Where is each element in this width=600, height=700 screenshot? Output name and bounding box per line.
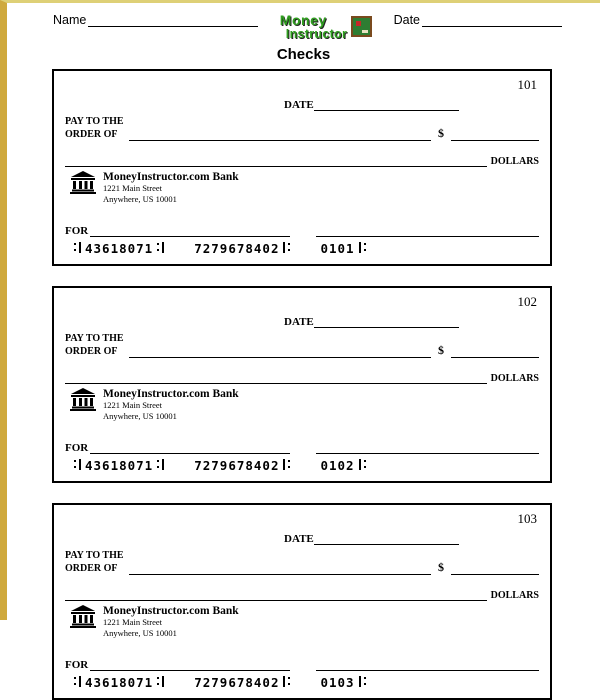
micr-onus-icon <box>282 242 291 253</box>
for-label: FOR <box>65 224 89 237</box>
micr-account-number: 7279678402 <box>194 240 280 256</box>
for-label: FOR <box>65 441 89 454</box>
amount-words-blank-line <box>65 152 487 167</box>
bank-block <box>70 605 239 639</box>
memo-signature-row <box>65 222 539 237</box>
micr-onus-icon <box>282 676 291 687</box>
amount-words-blank-line <box>65 586 487 601</box>
bank-name: MoneyInstructor.com Bank <box>103 387 239 400</box>
bank-address-line2: Anywhere, US 10001 <box>103 410 177 421</box>
worksheet-header <box>7 3 600 41</box>
micr-check-number: 0103 <box>320 674 355 690</box>
micr-line <box>70 675 370 690</box>
payee-row <box>65 549 539 575</box>
payee-row <box>65 332 539 358</box>
page-title: Checks <box>276 45 331 63</box>
logo-picture-icon <box>351 16 372 37</box>
micr-line <box>70 241 370 256</box>
memo-blank-line <box>90 222 290 237</box>
dollars-label: DOLLARS <box>490 372 539 384</box>
pay-to-the-order-of-label: PAY TO THE ORDER OF <box>65 332 124 357</box>
date-blank-line <box>422 12 562 27</box>
micr-transit-icon <box>156 676 165 687</box>
bank-address-line1: 1221 Main Street <box>103 182 163 193</box>
check-103 <box>52 503 552 700</box>
amount-blank-line <box>451 343 539 358</box>
amount-blank-line <box>451 126 539 141</box>
bank-block <box>70 171 239 205</box>
dollar-sign: $ <box>438 125 444 140</box>
logo-text <box>280 13 347 41</box>
signature-blank-line <box>316 656 539 671</box>
name-field <box>53 12 258 27</box>
check-number: 101 <box>517 76 537 92</box>
check-date-blank-line <box>314 530 459 545</box>
pay-to-the-order-of-label: PAY TO THE ORDER OF <box>65 115 124 140</box>
amount-words-row <box>65 369 539 384</box>
signature-blank-line <box>316 222 539 237</box>
check-date-row <box>284 313 459 328</box>
payee-row <box>65 115 539 141</box>
check-date-label: DATE <box>284 532 314 545</box>
micr-account-number: 7279678402 <box>194 457 280 473</box>
amount-words-row <box>65 586 539 601</box>
name-blank-line <box>88 12 258 27</box>
amount-blank-line <box>451 560 539 575</box>
bank-address-line1: 1221 Main Street <box>103 399 163 410</box>
bank-address-line2: Anywhere, US 10001 <box>103 627 177 638</box>
micr-transit-icon <box>156 242 165 253</box>
logo-word-money: Money <box>279 12 327 28</box>
date-field <box>394 12 562 27</box>
date-label: Date <box>393 13 420 27</box>
check-date-label: DATE <box>284 315 314 328</box>
micr-onus-icon <box>358 242 367 253</box>
bank-name: MoneyInstructor.com Bank <box>103 170 239 183</box>
payee-blank-line <box>129 560 431 575</box>
amount-words-blank-line <box>65 369 487 384</box>
check-date-blank-line <box>314 96 459 111</box>
payee-blank-line <box>129 343 431 358</box>
signature-blank-line <box>316 439 539 454</box>
check-number: 103 <box>517 510 537 526</box>
bank-icon <box>70 171 96 194</box>
check-date-row <box>284 96 459 111</box>
micr-onus-icon <box>358 459 367 470</box>
check-number: 102 <box>517 293 537 309</box>
micr-transit-icon <box>73 242 82 253</box>
micr-check-number: 0101 <box>320 240 355 256</box>
bank-address-line2: Anywhere, US 10001 <box>103 193 177 204</box>
check-date-row <box>284 530 459 545</box>
bank-icon <box>70 388 96 411</box>
bank-block <box>70 388 239 422</box>
bank-icon <box>70 605 96 628</box>
bank-address-line1: 1221 Main Street <box>103 616 163 627</box>
amount-words-row <box>65 152 539 167</box>
bank-name: MoneyInstructor.com Bank <box>103 604 239 617</box>
micr-line <box>70 458 370 473</box>
check-date-label: DATE <box>284 98 314 111</box>
dollar-sign: $ <box>438 559 444 574</box>
check-date-blank-line <box>314 313 459 328</box>
micr-transit-icon <box>73 676 82 687</box>
name-label: Name <box>53 13 87 27</box>
micr-routing-number: 43618071 <box>85 457 154 473</box>
check-102 <box>52 286 552 483</box>
bank-text <box>103 171 239 205</box>
pay-to-the-order-of-label: PAY TO THE ORDER OF <box>65 549 124 574</box>
memo-blank-line <box>90 656 290 671</box>
payee-blank-line <box>129 126 431 141</box>
money-instructor-logo <box>280 12 372 41</box>
bank-text <box>103 605 239 639</box>
micr-transit-icon <box>156 459 165 470</box>
micr-account-number: 7279678402 <box>194 674 280 690</box>
memo-signature-row <box>65 439 539 454</box>
dollars-label: DOLLARS <box>490 155 539 167</box>
micr-onus-icon <box>358 676 367 687</box>
micr-onus-icon <box>282 459 291 470</box>
dollar-sign: $ <box>438 342 444 357</box>
micr-check-number: 0102 <box>320 457 355 473</box>
dollars-label: DOLLARS <box>490 589 539 601</box>
micr-routing-number: 43618071 <box>85 240 154 256</box>
logo-word-instructor: Instructor <box>285 26 348 41</box>
check-101 <box>52 69 552 266</box>
micr-routing-number: 43618071 <box>85 674 154 690</box>
memo-blank-line <box>90 439 290 454</box>
bank-text <box>103 388 239 422</box>
micr-transit-icon <box>73 459 82 470</box>
for-label: FOR <box>65 658 89 671</box>
memo-signature-row <box>65 656 539 671</box>
